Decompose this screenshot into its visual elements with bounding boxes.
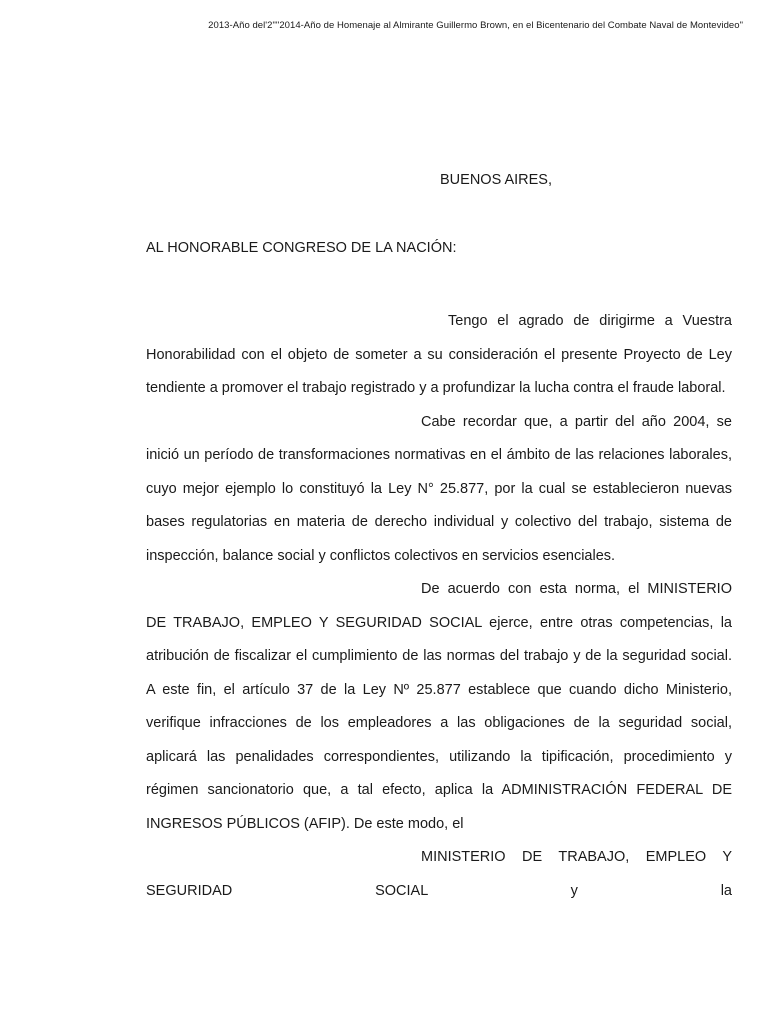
- paragraph-3: [146, 573, 732, 908]
- running-header: 2013-Año del'2""2014-Año de Homenaje al Almirante Guillermo Brown, en el Bicentenario del Combate Naval de Montevideo": [208, 20, 743, 31]
- paragraph-3-continuation: MINISTERIO DE TRABAJO, EMPLEO Y SEGURIDAD SOCIAL y la: [146, 849, 732, 899]
- letter-body: [146, 305, 732, 908]
- paragraph-1: Tengo el agrado de dirigirme a Vuestra Honorabilidad con el objeto de someter a su consideración el presente Proyecto de Ley tendiente a promover el trabajo registrado y a profundizar la lucha contra el fraude laboral.: [146, 313, 732, 396]
- paragraph-3-text: De acuerdo con esta norma, el MINISTERIO DE TRABAJO, EMPLEO Y SEGURIDAD SOCIAL ejerce, entre otras competencias, la atribución de fiscalizar el cumplimiento de las normas del trabajo y de la seguridad social. A este fin, el artículo 37 de la Ley Nº 25.877 establece que cuando dicho Ministerio, verifique infracciones de los empleadores a las obligaciones de la seguridad social, aplicará las penalidades correspondientes, utilizando la tipificación, procedimiento y régimen sancionatorio que, a tal efecto, aplica la ADMINISTRACIÓN FEDERAL DE INGRESOS PÚBLICOS (AFIP). De este modo, el: [146, 581, 732, 832]
- addressee-line: AL HONORABLE CONGRESO DE LA NACIÓN:: [146, 240, 457, 256]
- place-line: BUENOS AIRES,: [440, 172, 553, 188]
- paragraph-2: Cabe recordar que, a partir del año 2004, se inició un período de transformaciones normativas en el ámbito de las relaciones laborales, cuyo mejor ejemplo lo constituyó la Ley N° 25.877, por la cual se establecieron nuevas bases regulatorias en materia de derecho individual y colectivo del trabajo, sistema de inspección, balance social y conflictos colectivos en servicios esenciales.: [146, 413, 732, 564]
